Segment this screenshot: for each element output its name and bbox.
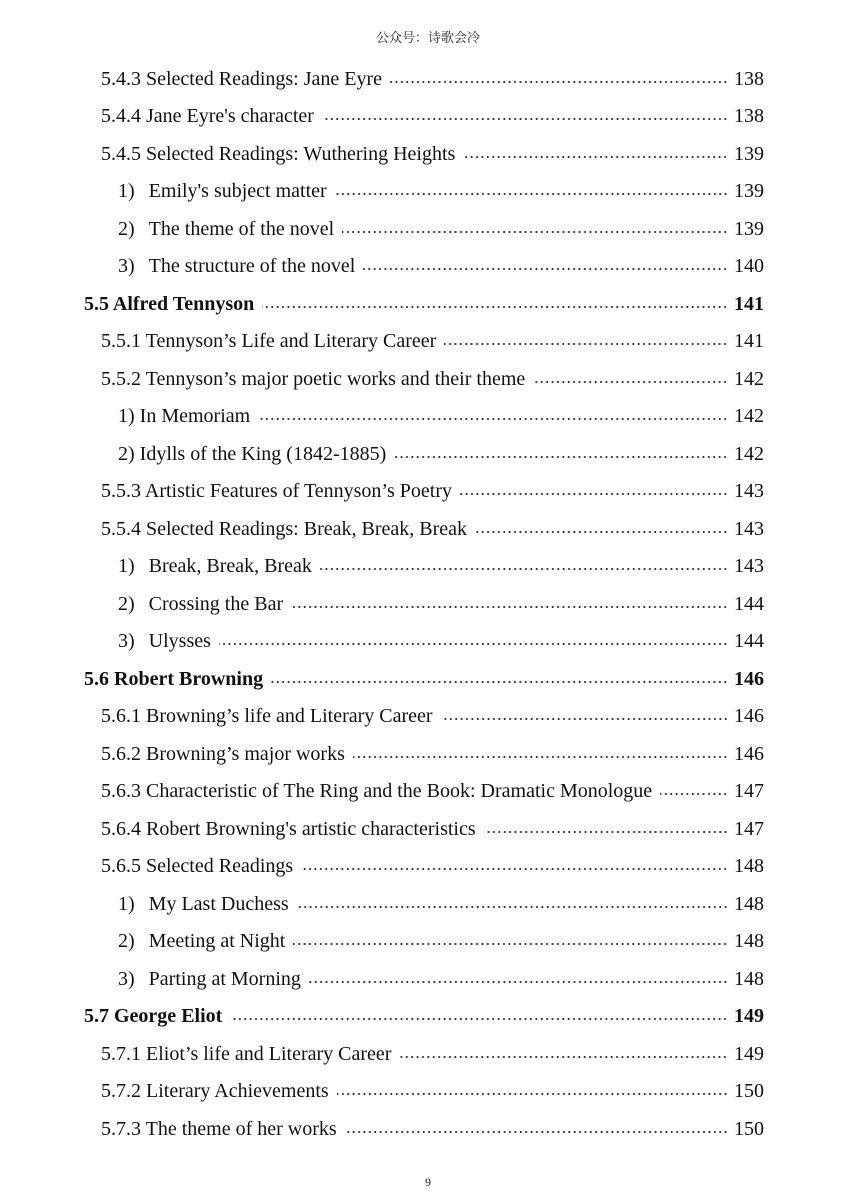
toc-entry-text: 5.4.4 Jane Eyre's character <box>101 105 314 128</box>
toc-entry[interactable] <box>0 98 856 136</box>
table-of-contents <box>0 60 856 1148</box>
toc-entry-page: 146 <box>734 705 764 728</box>
toc-entry[interactable] <box>0 585 856 623</box>
toc-entry[interactable] <box>0 473 856 511</box>
toc-entry-page: 148 <box>734 892 764 915</box>
toc-entry[interactable] <box>0 810 856 848</box>
toc-entry-page: 141 <box>734 292 764 315</box>
toc-entry-page: 150 <box>734 1117 764 1140</box>
dot-leader <box>475 530 728 534</box>
toc-entry-title <box>101 367 525 391</box>
toc-entry-title <box>101 67 382 91</box>
toc-entry-text: 5.7.3 The theme of her works <box>101 1117 337 1140</box>
toc-entry-title <box>118 254 355 278</box>
toc-entry-title <box>101 517 467 541</box>
dot-leader <box>399 1055 728 1059</box>
toc-entry[interactable] <box>0 1073 856 1111</box>
toc-entry-title <box>101 329 436 353</box>
toc-entry[interactable] <box>0 248 856 286</box>
toc-entry-text: 5.5.1 Tennyson’s Life and Literary Career <box>101 330 437 353</box>
dot-leader <box>309 980 728 984</box>
toc-entry-title <box>118 217 334 241</box>
toc-entry-text: 5.6 Robert Browning <box>84 667 264 690</box>
toc-entry[interactable] <box>0 398 856 436</box>
toc-entry-page: 139 <box>734 180 764 203</box>
toc-entry-title <box>101 742 345 766</box>
toc-entry-title <box>118 179 327 203</box>
toc-entry-number: 1) <box>118 180 135 203</box>
dot-leader <box>363 267 728 271</box>
dot-leader <box>353 755 728 759</box>
dot-leader <box>322 117 728 121</box>
toc-entry-title <box>101 1042 391 1066</box>
toc-entry-page: 144 <box>734 592 764 615</box>
dot-leader <box>258 417 728 421</box>
toc-entry-title <box>101 479 452 503</box>
toc-entry-text: 5.5 Alfred Tennyson <box>84 292 255 315</box>
toc-entry-page: 148 <box>734 967 764 990</box>
dot-leader <box>271 680 728 684</box>
toc-entry-title <box>84 1004 222 1028</box>
toc-entry-page: 147 <box>734 817 764 840</box>
dot-leader <box>293 942 728 946</box>
toc-entry-page: 149 <box>734 1005 764 1028</box>
dot-leader <box>441 717 728 721</box>
toc-entry-text: My Last Duchess <box>148 892 289 915</box>
toc-entry-page: 147 <box>734 780 764 803</box>
toc-entry-text: 2) Idylls of the King (1842-1885) <box>118 442 387 465</box>
toc-entry[interactable] <box>0 210 856 248</box>
toc-entry-title <box>118 967 301 991</box>
toc-entry-number: 3) <box>118 630 135 653</box>
toc-entry[interactable] <box>0 885 856 923</box>
toc-entry[interactable] <box>0 960 856 998</box>
toc-entry-page: 148 <box>734 930 764 953</box>
toc-entry[interactable] <box>0 660 856 698</box>
toc-entry-title <box>84 292 254 316</box>
toc-entry-text: 5.5.2 Tennyson’s major poetic works and their theme <box>101 367 526 390</box>
toc-entry-title <box>118 929 285 953</box>
toc-entry[interactable] <box>0 360 856 398</box>
toc-entry-number: 3) <box>118 967 135 990</box>
toc-entry-number: 1) <box>118 892 135 915</box>
toc-entry[interactable] <box>0 923 856 961</box>
toc-entry-number: 2) <box>118 217 135 240</box>
dot-leader <box>533 380 728 384</box>
toc-entry-page: 141 <box>734 330 764 353</box>
toc-entry-title <box>101 1117 337 1141</box>
toc-entry-page: 139 <box>734 142 764 165</box>
toc-entry-page: 142 <box>734 442 764 465</box>
toc-entry[interactable] <box>0 135 856 173</box>
toc-entry-page: 142 <box>734 367 764 390</box>
toc-entry-title <box>118 592 283 616</box>
toc-entry[interactable] <box>0 548 856 586</box>
toc-entry-text: 5.5.4 Selected Readings: Break, Break, Break <box>101 517 467 540</box>
toc-entry[interactable] <box>0 848 856 886</box>
toc-entry-text: Meeting at Night <box>148 930 286 953</box>
toc-entry[interactable] <box>0 623 856 661</box>
dot-leader <box>660 792 728 796</box>
dot-leader <box>230 1017 728 1021</box>
toc-entry[interactable] <box>0 285 856 323</box>
toc-entry[interactable] <box>0 435 856 473</box>
toc-entry-title <box>118 629 211 653</box>
toc-entry-text: 5.4.3 Selected Readings: Jane Eyre <box>101 67 383 90</box>
toc-entry-title <box>118 404 250 428</box>
toc-entry[interactable] <box>0 173 856 211</box>
toc-entry-page: 142 <box>734 405 764 428</box>
toc-entry-text: Crossing the Bar <box>148 592 284 615</box>
toc-entry-text: 5.7.1 Eliot’s life and Literary Career <box>101 1042 392 1065</box>
toc-entry-text: 5.7.2 Literary Achievements <box>101 1080 329 1103</box>
toc-entry-text: The structure of the novel <box>148 255 356 278</box>
dot-leader <box>337 1092 728 1096</box>
page-number: 9 <box>425 1175 431 1189</box>
toc-entry-text: 5.6.3 Characteristic of The Ring and the Book: Dramatic Monologue <box>101 780 653 803</box>
toc-entry-number: 1) <box>118 555 135 578</box>
toc-entry-text: 5.7 George Eliot <box>84 1005 223 1028</box>
toc-entry-text: 5.4.5 Selected Readings: Wuthering Heights <box>101 142 456 165</box>
toc-entry[interactable] <box>0 698 856 736</box>
toc-entry-text: 5.5.3 Artistic Features of Tennyson’s Poetry <box>101 480 452 503</box>
toc-entry-page: 144 <box>734 630 764 653</box>
toc-entry-page: 150 <box>734 1080 764 1103</box>
toc-entry-page: 143 <box>734 517 764 540</box>
dot-leader <box>291 605 728 609</box>
toc-entry-page: 138 <box>734 67 764 90</box>
dot-leader <box>463 155 728 159</box>
toc-entry-text: 5.6.4 Robert Browning's artistic characteristics <box>101 817 476 840</box>
toc-entry-number: 3) <box>118 255 135 278</box>
toc-entry[interactable] <box>0 1110 856 1148</box>
toc-entry-number: 2) <box>118 592 135 615</box>
dot-leader <box>320 567 728 571</box>
dot-leader <box>390 80 728 84</box>
toc-entry-text: The theme of the novel <box>148 217 335 240</box>
toc-entry-title <box>101 142 455 166</box>
dot-leader <box>219 642 728 646</box>
toc-entry-page: 143 <box>734 555 764 578</box>
dot-leader <box>301 867 728 871</box>
toc-entry[interactable] <box>0 510 856 548</box>
toc-entry-text: Emily's subject matter <box>148 180 327 203</box>
toc-entry-text: Parting at Morning <box>148 967 301 990</box>
toc-entry-page: 139 <box>734 217 764 240</box>
toc-entry-text: 1) In Memoriam <box>118 405 251 428</box>
toc-entry-page: 148 <box>734 855 764 878</box>
toc-entry-title <box>101 704 433 728</box>
toc-entry-title <box>118 892 289 916</box>
toc-entry-title <box>101 779 652 803</box>
dot-leader <box>335 192 728 196</box>
toc-entry-page: 138 <box>734 105 764 128</box>
toc-entry[interactable] <box>0 1035 856 1073</box>
dot-leader <box>262 305 728 309</box>
dot-leader <box>394 455 728 459</box>
dot-leader <box>345 1130 728 1134</box>
toc-entry-page: 146 <box>734 667 764 690</box>
toc-entry-page: 140 <box>734 255 764 278</box>
toc-entry-number: 2) <box>118 930 135 953</box>
toc-entry-title <box>101 817 476 841</box>
toc-entry-title <box>118 442 386 466</box>
toc-entry-page: 149 <box>734 1042 764 1065</box>
toc-entry-title <box>84 667 263 691</box>
toc-entry-title <box>118 554 312 578</box>
toc-entry-page: 143 <box>734 480 764 503</box>
page-header: 公众号：诗歌会冷 <box>375 31 480 46</box>
toc-entry[interactable] <box>0 998 856 1036</box>
toc-entry-text: 5.6.1 Browning’s life and Literary Career <box>101 705 433 728</box>
dot-leader <box>484 830 728 834</box>
toc-entry-title <box>101 104 314 128</box>
dot-leader <box>342 230 728 234</box>
toc-entry[interactable] <box>0 735 856 773</box>
toc-entry-page: 146 <box>734 742 764 765</box>
toc-entry-text: Ulysses <box>148 630 211 653</box>
toc-entry[interactable] <box>0 773 856 811</box>
dot-leader <box>444 342 728 346</box>
toc-entry-title <box>101 1079 329 1103</box>
toc-entry-text: 5.6.2 Browning’s major works <box>101 742 345 765</box>
dot-leader <box>460 492 728 496</box>
toc-entry[interactable] <box>0 60 856 98</box>
toc-entry-text: 5.6.5 Selected Readings <box>101 855 294 878</box>
toc-entry[interactable] <box>0 323 856 361</box>
toc-entry-text: Break, Break, Break <box>148 555 312 578</box>
dot-leader <box>297 905 728 909</box>
toc-entry-title <box>101 854 293 878</box>
